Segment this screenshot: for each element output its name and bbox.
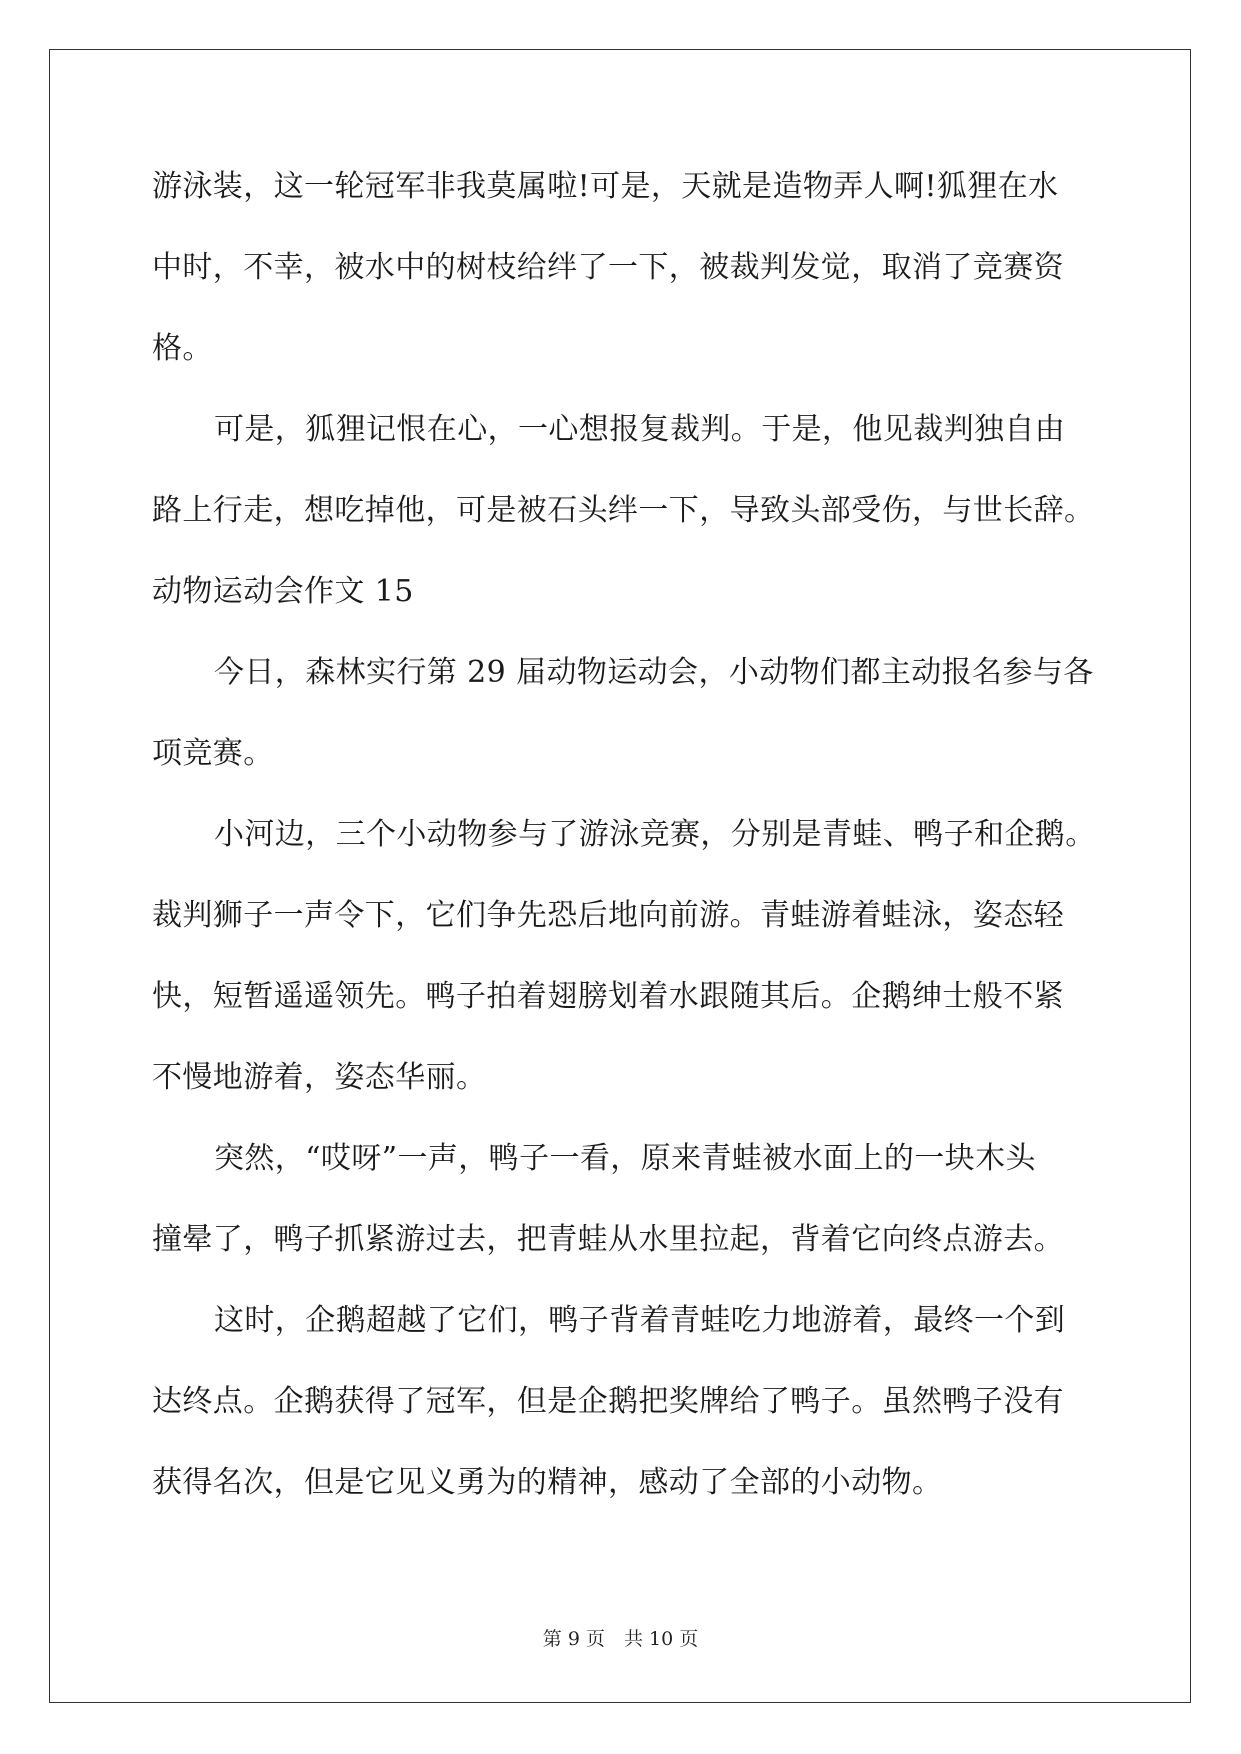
paragraph-start: 小河边，三个小动物参与了游泳竞赛，分别是青蛙、鸭子和企鹅。	[214, 817, 1096, 852]
text-line: 中时，不幸，被水中的树枝给绊了一下，被裁判发觉，取消了竞赛资	[152, 250, 1064, 285]
paragraph-start: 今日，森林实行第 29 届动物运动会，小动物们都主动报名参与各	[214, 655, 1094, 690]
document-body	[152, 158, 1096, 1535]
text-line: 达终点。企鹅获得了冠军，但是企鹅把奖牌给了鸭子。虽然鸭子没有	[152, 1384, 1064, 1419]
text-line: 格。	[152, 331, 213, 366]
section-heading: 动物运动会作文 15	[152, 574, 414, 609]
text-line: 快，短暂遥遥领先。鸭子拍着翅膀划着水跟随其后。企鹅绅士般不紧	[152, 979, 1064, 1014]
paragraph-start: 突然，“哎呀”一声，鸭子一看，原来青蛙被水面上的一块木头	[214, 1141, 1036, 1176]
text-line: 不慢地游着，姿态华丽。	[152, 1060, 487, 1095]
text-line: 撞晕了，鸭子抓紧游过去，把青蛙从水里拉起，背着它向终点游去。	[152, 1222, 1064, 1257]
text-line: 路上行走，想吃掉他，可是被石头绊一下，导致头部受伤，与世长辞。	[152, 493, 1095, 528]
text-line: 裁判狮子一声令下，它们争先恐后地向前游。青蛙游着蛙泳，姿态轻	[152, 898, 1064, 933]
paragraph-start: 可是，狐狸记恨在心，一心想报复裁判。于是，他见裁判独自由	[214, 412, 1066, 447]
text-line: 获得名次，但是它见义勇为的精神，感动了全部的小动物。	[152, 1465, 943, 1500]
text-line: 游泳装，这一轮冠军非我莫属啦!可是，天就是造物弄人啊!狐狸在水	[152, 169, 1059, 204]
text-line: 项竞赛。	[152, 736, 274, 771]
page-number-footer: 第 9 页 共 10 页	[542, 1628, 699, 1650]
paragraph-start: 这时，企鹅超越了它们，鸭子背着青蛙吃力地游着，最终一个到	[214, 1303, 1066, 1338]
